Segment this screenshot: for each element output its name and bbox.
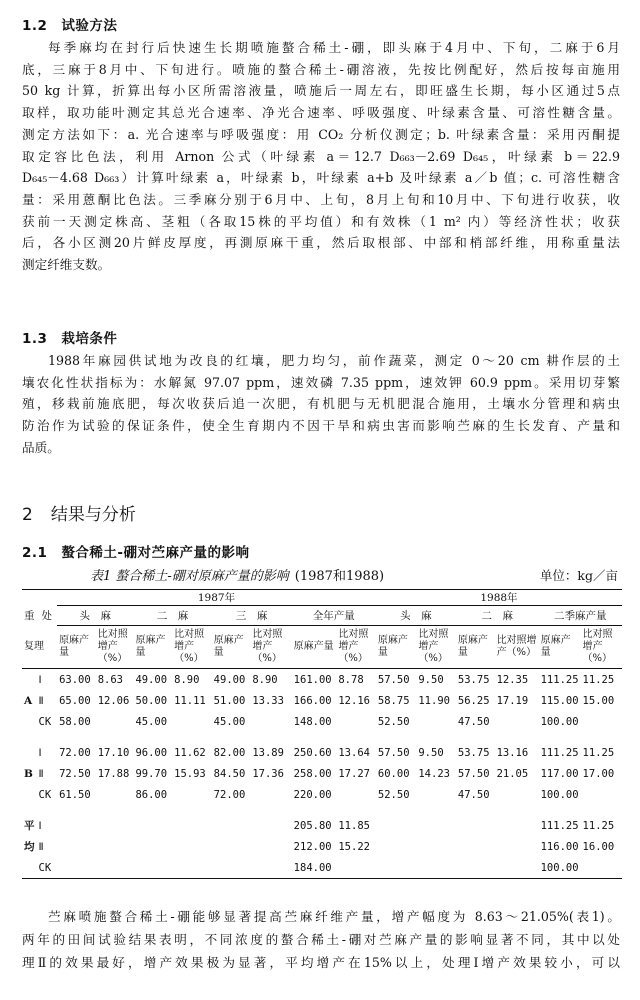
increase-cell bbox=[172, 711, 212, 732]
yield-cell bbox=[212, 815, 251, 836]
treatment-label: CK bbox=[38, 788, 52, 801]
yield-cell: 63.00 bbox=[59, 673, 91, 686]
yield-cell: 72.00 bbox=[213, 788, 246, 801]
sub-header-yield: 原麻产量 bbox=[540, 635, 571, 658]
yield-cell: 148.00 bbox=[293, 715, 332, 728]
yield-cell: 61.50 bbox=[59, 788, 91, 801]
yield-cell bbox=[57, 815, 96, 836]
increase-cell: 11.90 bbox=[418, 694, 450, 707]
yield-cell bbox=[133, 815, 172, 836]
increase-cell bbox=[96, 815, 134, 836]
yield-cell: 56.25 bbox=[457, 694, 490, 707]
yield-cell: 45.00 bbox=[213, 715, 246, 728]
text-line: 取样，取功能叶测定其总光合速率、净光合速率、呼吸强度、叶绿素含量、可溶性糖含量。 bbox=[22, 105, 620, 121]
increase-cell bbox=[96, 836, 134, 857]
yield-cell bbox=[376, 836, 416, 857]
group-label bbox=[22, 742, 37, 763]
yield-cell bbox=[133, 857, 172, 879]
increase-cell: 21.05 bbox=[496, 767, 529, 780]
yield-cell bbox=[376, 815, 416, 836]
increase-cell: 17.27 bbox=[338, 767, 370, 780]
yield-cell: 49.00 bbox=[213, 673, 246, 686]
increase-cell bbox=[416, 815, 456, 836]
paragraph-results bbox=[22, 905, 620, 974]
corner-top-label: 处 bbox=[41, 610, 53, 622]
yield-cell: 96.00 bbox=[135, 746, 168, 759]
yield-cell: 100.00 bbox=[540, 715, 579, 728]
text-line: 品质。 bbox=[22, 439, 60, 455]
spacer-cell bbox=[22, 732, 622, 742]
sub-header-yield: 原麻产量 bbox=[457, 635, 488, 658]
increase-cell: 11.11 bbox=[174, 694, 206, 707]
season-header: 二 麻 bbox=[133, 606, 211, 626]
paragraph-methods bbox=[22, 37, 620, 276]
increase-cell: 15.00 bbox=[582, 694, 615, 707]
sub-header-yield: 原麻产量 bbox=[135, 635, 166, 658]
sub-header-increase: 比对照增产（%） bbox=[338, 629, 369, 664]
section-title: 螯合稀土-硼对苎麻产量的影响 bbox=[61, 545, 250, 561]
yield-cell: 115.00 bbox=[540, 694, 579, 707]
yield-cell: 52.50 bbox=[377, 715, 410, 728]
increase-cell bbox=[416, 836, 456, 857]
yield-cell bbox=[57, 857, 96, 879]
treatment-label: Ⅰ bbox=[38, 746, 42, 759]
text-line: 后，各小区测20片鲜皮厚度，再測原麻干重，然后取根部、中部和梢部纤维，用称重量法 bbox=[22, 235, 620, 251]
increase-cell bbox=[581, 784, 622, 805]
increase-cell bbox=[336, 784, 376, 805]
treatment-label: Ⅰ bbox=[38, 673, 42, 686]
yield-cell: 100.00 bbox=[539, 857, 581, 879]
increase-cell: 15.93 bbox=[174, 767, 206, 780]
sub-header-increase: 比对照增产（%） bbox=[97, 629, 128, 664]
increase-cell bbox=[250, 857, 291, 879]
table-row bbox=[22, 763, 622, 784]
yield-cell: 111.25 bbox=[540, 819, 579, 832]
increase-cell bbox=[416, 857, 456, 879]
table-header-row bbox=[22, 606, 622, 626]
increase-cell: 17.00 bbox=[582, 767, 615, 780]
corner-bottom-label: 复理 bbox=[24, 640, 44, 652]
yield-cell: 117.00 bbox=[540, 767, 579, 780]
yield-cell: 86.00 bbox=[135, 788, 168, 801]
table-caption bbox=[90, 565, 384, 584]
table-row bbox=[22, 669, 622, 691]
yield-cell: 184.00 bbox=[292, 857, 337, 879]
table-row bbox=[22, 742, 622, 763]
increase-cell: 8.90 bbox=[174, 673, 200, 686]
section-heading-1-3 bbox=[22, 327, 117, 347]
increase-cell bbox=[495, 784, 539, 805]
increase-cell bbox=[96, 857, 134, 879]
yield-cell: 250.60 bbox=[293, 746, 332, 759]
chapter-title: 结果与分析 bbox=[50, 505, 136, 525]
sub-header-increase: 比对照增产（%） bbox=[252, 629, 283, 664]
section-number: 2.1 bbox=[22, 545, 48, 561]
increase-cell bbox=[581, 711, 622, 732]
increase-cell: 8.78 bbox=[338, 673, 364, 686]
treatment-label: Ⅰ bbox=[38, 819, 42, 832]
increase-cell bbox=[495, 836, 539, 857]
season-header: 二季麻产量 bbox=[539, 606, 622, 626]
season-header: 头 麻 bbox=[376, 606, 456, 626]
text-line: 50 kg 计算，折算出每小区所需溶液量，喷施后一周左右，即旺盛生长期，每小区通过5点 bbox=[22, 83, 620, 99]
table-caption-text: 表1 螯合稀土-硼对原麻产量的影响 bbox=[90, 569, 289, 584]
increase-cell: 13.16 bbox=[496, 746, 529, 759]
yield-cell: 58.75 bbox=[377, 694, 410, 707]
yield-cell: 82.00 bbox=[213, 746, 246, 759]
table-caption-years: (1987和1988) bbox=[294, 569, 385, 584]
yield-cell: 45.00 bbox=[135, 715, 168, 728]
yield-cell: 111.25 bbox=[540, 746, 579, 759]
sub-header-yield: 原麻产量 bbox=[213, 635, 244, 658]
yield-cell: 72.00 bbox=[59, 746, 91, 759]
yield-cell bbox=[133, 836, 172, 857]
section-title: 试验方法 bbox=[61, 18, 118, 34]
text-line: 取定容比色法，利用 Arnon 公式（叶绿素 a＝12.7 D₆₆₃－2.69 D₆₄₅，叶绿素 b＝22.9 bbox=[22, 148, 620, 164]
yield-cell: 53.75 bbox=[457, 746, 490, 759]
paragraph-cultivation bbox=[22, 350, 620, 459]
increase-cell: 8.63 bbox=[97, 673, 124, 686]
increase-cell bbox=[172, 815, 212, 836]
sub-header-increase: 比对照增产（%） bbox=[174, 629, 205, 664]
group-label: A bbox=[24, 694, 33, 707]
table-row bbox=[22, 836, 622, 857]
yield-cell bbox=[456, 836, 495, 857]
text-line: 量：采用蒽酮比色法。三季麻分别于6月中、上旬，8月上旬和10月中、下旬进行收获，收 bbox=[22, 191, 620, 207]
sub-header-yield: 原麻产量 bbox=[377, 635, 408, 658]
text-line: 1988年麻园供试地为改良的红壤，肥力均匀，前作蔬菜，测定 0～20 cm 耕作层的土 bbox=[48, 353, 620, 368]
season-header: 全年产量 bbox=[292, 606, 376, 626]
yield-cell bbox=[376, 857, 416, 879]
increase-cell bbox=[336, 711, 376, 732]
text-line: 苎麻喷施螯合稀土-硼能够显著提高苎麻纤维产量，增产幅度为 8.63～21.05%(表1)。 bbox=[48, 909, 620, 924]
sub-header-increase: 比对照增产（%） bbox=[418, 629, 449, 664]
year-header-1987: 1987年 bbox=[57, 590, 376, 606]
text-line: 测定方法如下：a. 光合速率与呼吸强度：用 CO₂ 分析仪测定；b. 叶绿素含量：采用丙酮提 bbox=[22, 126, 620, 142]
treatment-label: Ⅱ bbox=[38, 767, 44, 780]
group-label bbox=[22, 784, 37, 805]
increase-cell: 17.36 bbox=[252, 767, 284, 780]
yield-cell: 72.50 bbox=[59, 767, 91, 780]
yield-cell: 57.50 bbox=[457, 767, 490, 780]
increase-cell bbox=[336, 857, 376, 879]
sub-header-yield: 原麻产量 bbox=[59, 635, 90, 658]
increase-cell bbox=[495, 857, 539, 879]
increase-cell: 15.22 bbox=[338, 840, 370, 853]
table-row bbox=[22, 690, 622, 711]
yield-cell: 111.25 bbox=[540, 673, 579, 686]
increase-cell: 17.10 bbox=[97, 746, 130, 759]
increase-cell: 13.33 bbox=[252, 694, 284, 707]
yield-cell: 47.50 bbox=[457, 788, 490, 801]
increase-cell bbox=[172, 784, 212, 805]
increase-cell bbox=[250, 784, 291, 805]
increase-cell: 12.35 bbox=[496, 673, 529, 686]
yield-cell: 166.00 bbox=[293, 694, 332, 707]
treatment-label: Ⅱ bbox=[38, 694, 44, 707]
yield-cell: 212.00 bbox=[293, 840, 332, 853]
increase-cell: 9.50 bbox=[418, 746, 444, 759]
increase-cell bbox=[96, 711, 134, 732]
increase-cell: 17.88 bbox=[97, 767, 130, 780]
table-row bbox=[22, 857, 622, 879]
yield-cell: 220.00 bbox=[293, 788, 332, 801]
yield-cell: 161.00 bbox=[293, 673, 332, 686]
text-line: D₆₄₅－4.68 D₆₆₃）计算叶绿素 a，叶绿素 b，叶绿素 a+b 及叶绿素 a／b 值；c. 可溶性糖含 bbox=[22, 170, 620, 186]
increase-cell: 11.25 bbox=[582, 673, 615, 686]
section-heading-2-1 bbox=[22, 541, 250, 561]
yield-cell: 51.00 bbox=[213, 694, 246, 707]
yield-cell: 100.00 bbox=[540, 788, 579, 801]
season-header: 二 麻 bbox=[456, 606, 539, 626]
yield-cell: 57.50 bbox=[377, 673, 410, 686]
increase-cell: 16.00 bbox=[582, 840, 615, 853]
section-heading-1-2 bbox=[22, 14, 117, 34]
table-spacer bbox=[22, 732, 622, 742]
treatment-label: Ⅱ bbox=[38, 840, 44, 853]
increase-cell: 11.85 bbox=[338, 819, 370, 832]
increase-cell: 9.50 bbox=[418, 673, 444, 686]
increase-cell bbox=[172, 857, 212, 879]
yield-cell: 60.00 bbox=[377, 767, 410, 780]
spacer-cell bbox=[22, 805, 622, 815]
yield-cell: 53.75 bbox=[457, 673, 490, 686]
table-row bbox=[22, 711, 622, 732]
season-header: 三 麻 bbox=[212, 606, 292, 626]
section-number: 1.2 bbox=[22, 18, 48, 34]
group-label: 平 bbox=[24, 820, 35, 832]
yield-cell: 58.00 bbox=[59, 715, 91, 728]
season-header: 头 麻 bbox=[57, 606, 133, 626]
increase-cell bbox=[172, 836, 212, 857]
yield-cell bbox=[456, 857, 495, 879]
increase-cell: 12.06 bbox=[97, 694, 130, 707]
increase-cell: 14.23 bbox=[418, 767, 450, 780]
yield-cell: 205.80 bbox=[293, 819, 332, 832]
table-row bbox=[22, 815, 622, 836]
yield-cell: 84.50 bbox=[213, 767, 246, 780]
treatment-label: CK bbox=[38, 715, 52, 728]
text-line: 每季麻均在封行后快速生长期喷施螯合稀土-硼，即头麻于4月中、下旬，二麻于6月 bbox=[48, 40, 620, 55]
text-line: 两年的田间试验结果表明，不同浓度的螯合稀土-硼对苎麻产量的影响显著不同，其中以处 bbox=[22, 932, 620, 947]
yield-cell: 47.50 bbox=[457, 715, 490, 728]
yield-cell: 49.00 bbox=[135, 673, 168, 686]
section-number: 1.3 bbox=[22, 331, 48, 347]
text-line: 获前一天测定株高、茎粗（各取15株的平均值）和有效株（1 m² 内）等经济性状；收获 bbox=[22, 213, 620, 229]
section-title: 栽培条件 bbox=[61, 331, 118, 347]
sub-header-yield: 原麻产量 bbox=[293, 641, 334, 652]
table-corner bbox=[22, 590, 57, 606]
yield-cell: 50.00 bbox=[135, 694, 168, 707]
increase-cell bbox=[250, 815, 291, 836]
increase-cell: 13.89 bbox=[252, 746, 284, 759]
yield-cell bbox=[57, 836, 96, 857]
yield-cell: 52.50 bbox=[377, 788, 410, 801]
text-line: 底，三麻于8月中、下旬进行。喷施的螯合稀土-硼溶液，先按比例配好，然后按每亩施用 bbox=[22, 61, 620, 77]
table-header-row bbox=[22, 590, 622, 606]
increase-cell: 12.16 bbox=[338, 694, 370, 707]
chapter-number: 2 bbox=[22, 505, 33, 525]
table-spacer bbox=[22, 805, 622, 815]
sub-header-increase: 比对照增产（%） bbox=[582, 629, 613, 664]
yield-cell bbox=[456, 815, 495, 836]
yield-cell: 99.70 bbox=[135, 767, 168, 780]
increase-cell bbox=[416, 784, 456, 805]
table-subheader-row bbox=[22, 626, 622, 669]
increase-cell: 8.90 bbox=[252, 673, 278, 686]
increase-cell bbox=[495, 815, 539, 836]
yield-cell: 258.00 bbox=[293, 767, 332, 780]
text-line: 防治作为试验的保证条件，使全生育期内不因干旱和病虫害而影响苎麻的生长发育、产量和 bbox=[22, 418, 620, 434]
treatment-label: CK bbox=[37, 857, 58, 879]
yield-table bbox=[22, 589, 622, 879]
corner-left-label: 重 bbox=[24, 610, 35, 622]
yield-cell bbox=[212, 857, 251, 879]
increase-cell bbox=[96, 784, 134, 805]
yield-cell bbox=[212, 836, 251, 857]
group-label: 均 bbox=[24, 841, 35, 853]
yield-cell: 65.00 bbox=[59, 694, 91, 707]
table-unit: 单位：kg／亩 bbox=[539, 568, 618, 583]
increase-cell bbox=[250, 836, 291, 857]
group-label bbox=[22, 669, 37, 691]
group-label: B bbox=[24, 767, 33, 780]
group-label bbox=[22, 857, 37, 879]
increase-cell: 11.25 bbox=[582, 746, 615, 759]
chapter-heading bbox=[22, 500, 136, 525]
increase-cell bbox=[495, 711, 539, 732]
increase-cell: 13.64 bbox=[338, 746, 370, 759]
text-line: 理Ⅱ的效果最好，增产效果极为显著，平均增产在15%以上，处理Ⅰ增产效果较小，可以 bbox=[22, 955, 620, 970]
text-line: 殖，移栽前施底肥，每次收获后追一次肥，有机肥与无机肥混合施用，土壤水分管理和病虫 bbox=[22, 396, 620, 412]
text-line: 测定纤维支数。 bbox=[22, 257, 111, 273]
text-line: 壤农化性状指标为：水解氮 97.07 ppm，速效磷 7.35 ppm，速效钾 60.9 ppm。采用切芽繁 bbox=[22, 374, 620, 390]
yield-cell: 116.00 bbox=[540, 840, 579, 853]
increase-cell: 17.19 bbox=[496, 694, 529, 707]
increase-cell bbox=[416, 711, 456, 732]
increase-cell: 11.62 bbox=[174, 746, 206, 759]
increase-cell bbox=[250, 711, 291, 732]
increase-cell: 11.25 bbox=[582, 819, 615, 832]
increase-cell bbox=[581, 857, 622, 879]
yield-cell: 57.50 bbox=[377, 746, 410, 759]
group-label bbox=[22, 711, 37, 732]
year-header-1988: 1988年 bbox=[376, 590, 622, 606]
table-row bbox=[22, 784, 622, 805]
sub-header-increase: 比对照增产（%） bbox=[496, 635, 537, 658]
